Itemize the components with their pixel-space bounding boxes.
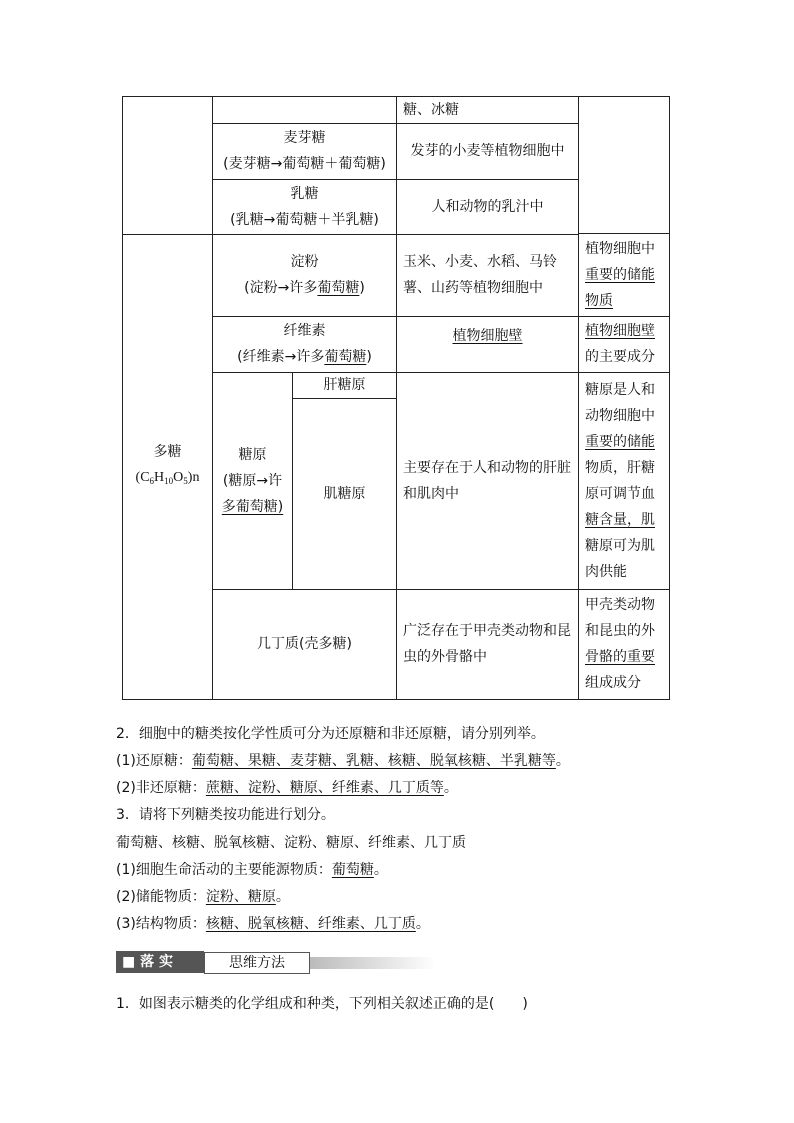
- storage-substance-line: (2)储能物质：淀粉、糖原。: [116, 889, 290, 905]
- glycogen-location: 主要存在于人和动物的肝脏和肌肉中: [403, 459, 571, 502]
- starch-formula: (淀粉→许多葡萄糖): [244, 280, 365, 296]
- cellulose-location: 植物细胞壁: [452, 328, 523, 344]
- question-1: 1．如图表示糖类的化学组成和种类，下列相关叙述正确的是( ): [116, 996, 528, 1012]
- reducing-sugars-answer: 葡萄糖、果糖、麦芽糖、乳糖、核糖、脱氧核糖、半乳糖等: [191, 753, 556, 769]
- lactose-name-cell: [213, 179, 396, 234]
- maltose-location-cell: [397, 123, 578, 179]
- question-2: 2．细胞中的糖类按化学性质可分为还原糖和非还原糖，请分别列举。: [116, 726, 545, 742]
- structural-substance-answer: 核糖、脱氧核糖、纤维素、几丁质: [205, 916, 416, 932]
- reducing-sugars-line: (1)还原糖：葡萄糖、果糖、麦芽糖、乳糖、核糖、脱氧核糖、半乳糖等。: [116, 753, 570, 769]
- cellulose-formula: (纤维素→许多葡萄糖): [237, 349, 372, 365]
- polysaccharide-label: 多糖: [153, 444, 182, 460]
- chitin-location-cell: [397, 589, 578, 699]
- lactose-name: 乳糖: [290, 185, 319, 202]
- top-partial-cell: [397, 96, 578, 123]
- cellulose-name: 纤维素: [283, 323, 326, 339]
- lactose-location: 人和动物的乳汁中: [431, 198, 544, 215]
- energy-substance-answer: 葡萄糖: [331, 862, 374, 878]
- maltose-formula: (麦芽糖→葡萄糖＋葡萄糖): [223, 156, 386, 172]
- starch-name: 淀粉: [290, 254, 319, 270]
- chitin-location: 广泛存在于甲壳类动物和昆虫的外骨骼中: [403, 623, 571, 665]
- top-partial-text: 糖、冰糖: [403, 101, 459, 118]
- starch-name-cell: [213, 234, 396, 316]
- chitin-name-cell: [213, 589, 396, 699]
- section-banner: [116, 951, 436, 973]
- cellulose-location-cell: [397, 316, 578, 356]
- energy-substance-line: (1)细胞生命活动的主要能源物质：葡萄糖。: [116, 862, 388, 878]
- banner-fade: [310, 957, 436, 969]
- starch-location-cell: [397, 234, 578, 316]
- storage-substance-answer: 淀粉、糖原: [205, 889, 276, 905]
- lactose-formula: (乳糖→葡萄糖＋半乳糖): [230, 211, 379, 228]
- maltose-location: 发芽的小麦等植物细胞中: [410, 143, 565, 159]
- polysaccharide-cell: [123, 234, 212, 699]
- banner-main: ■ 落 实: [116, 951, 204, 973]
- glycogen-location-cell: [397, 372, 578, 589]
- cellulose-name-cell: [213, 316, 396, 372]
- carbohydrate-table: [122, 96, 670, 700]
- question-3: 3．请将下列糖类按功能进行划分。: [116, 807, 335, 823]
- sugar-list: 葡萄糖、核糖、脱氧核糖、淀粉、糖原、纤维素、几丁质: [116, 835, 466, 851]
- liver-glycogen-cell: [293, 372, 396, 398]
- polysaccharide-formula: $(C_6H_{10}O_5)n$: [135, 470, 200, 486]
- non-reducing-sugars-answer: 蔗糖、淀粉、糖原、纤维素、几丁质等: [205, 780, 444, 796]
- structural-substance-line: (3)结构物质：核糖、脱氧核糖、纤维素、几丁质。: [116, 916, 430, 932]
- glycogen-function-cell: 糖原是人和 动物细胞中 重要的储能 物质，肝糖 原可调节血 糖含量，肌 糖原可为肌 肉供能: [585, 381, 655, 580]
- glycogen-name-cell: 糖原 (糖原→许 多葡萄糖): [221, 446, 284, 515]
- banner-sub: 思维方法: [204, 952, 310, 974]
- chitin-function-cell: 甲壳类动物 和昆虫的外 骨骼的重要 组成成分: [585, 597, 655, 691]
- maltose-name: 麦芽糖: [283, 130, 326, 146]
- lactose-location-cell: [397, 179, 578, 234]
- maltose-name-cell: [213, 123, 396, 179]
- non-reducing-sugars-line: (2)非还原糖：蔗糖、淀粉、糖原、纤维素、几丁质等。: [116, 780, 458, 796]
- cellulose-function-cell: 植物细胞壁 的主要成分: [585, 323, 655, 365]
- muscle-glycogen: 肌糖原: [323, 485, 366, 502]
- starch-location: 玉米、小麦、水稻、马铃薯、山药等植物细胞中: [403, 254, 557, 296]
- chitin-name: 几丁质(壳多糖): [257, 636, 352, 652]
- muscle-glycogen-cell: [293, 398, 396, 589]
- liver-glycogen: 肝糖原: [323, 377, 366, 393]
- starch-function-cell: 植物细胞中 重要的储能 物质: [585, 241, 655, 309]
